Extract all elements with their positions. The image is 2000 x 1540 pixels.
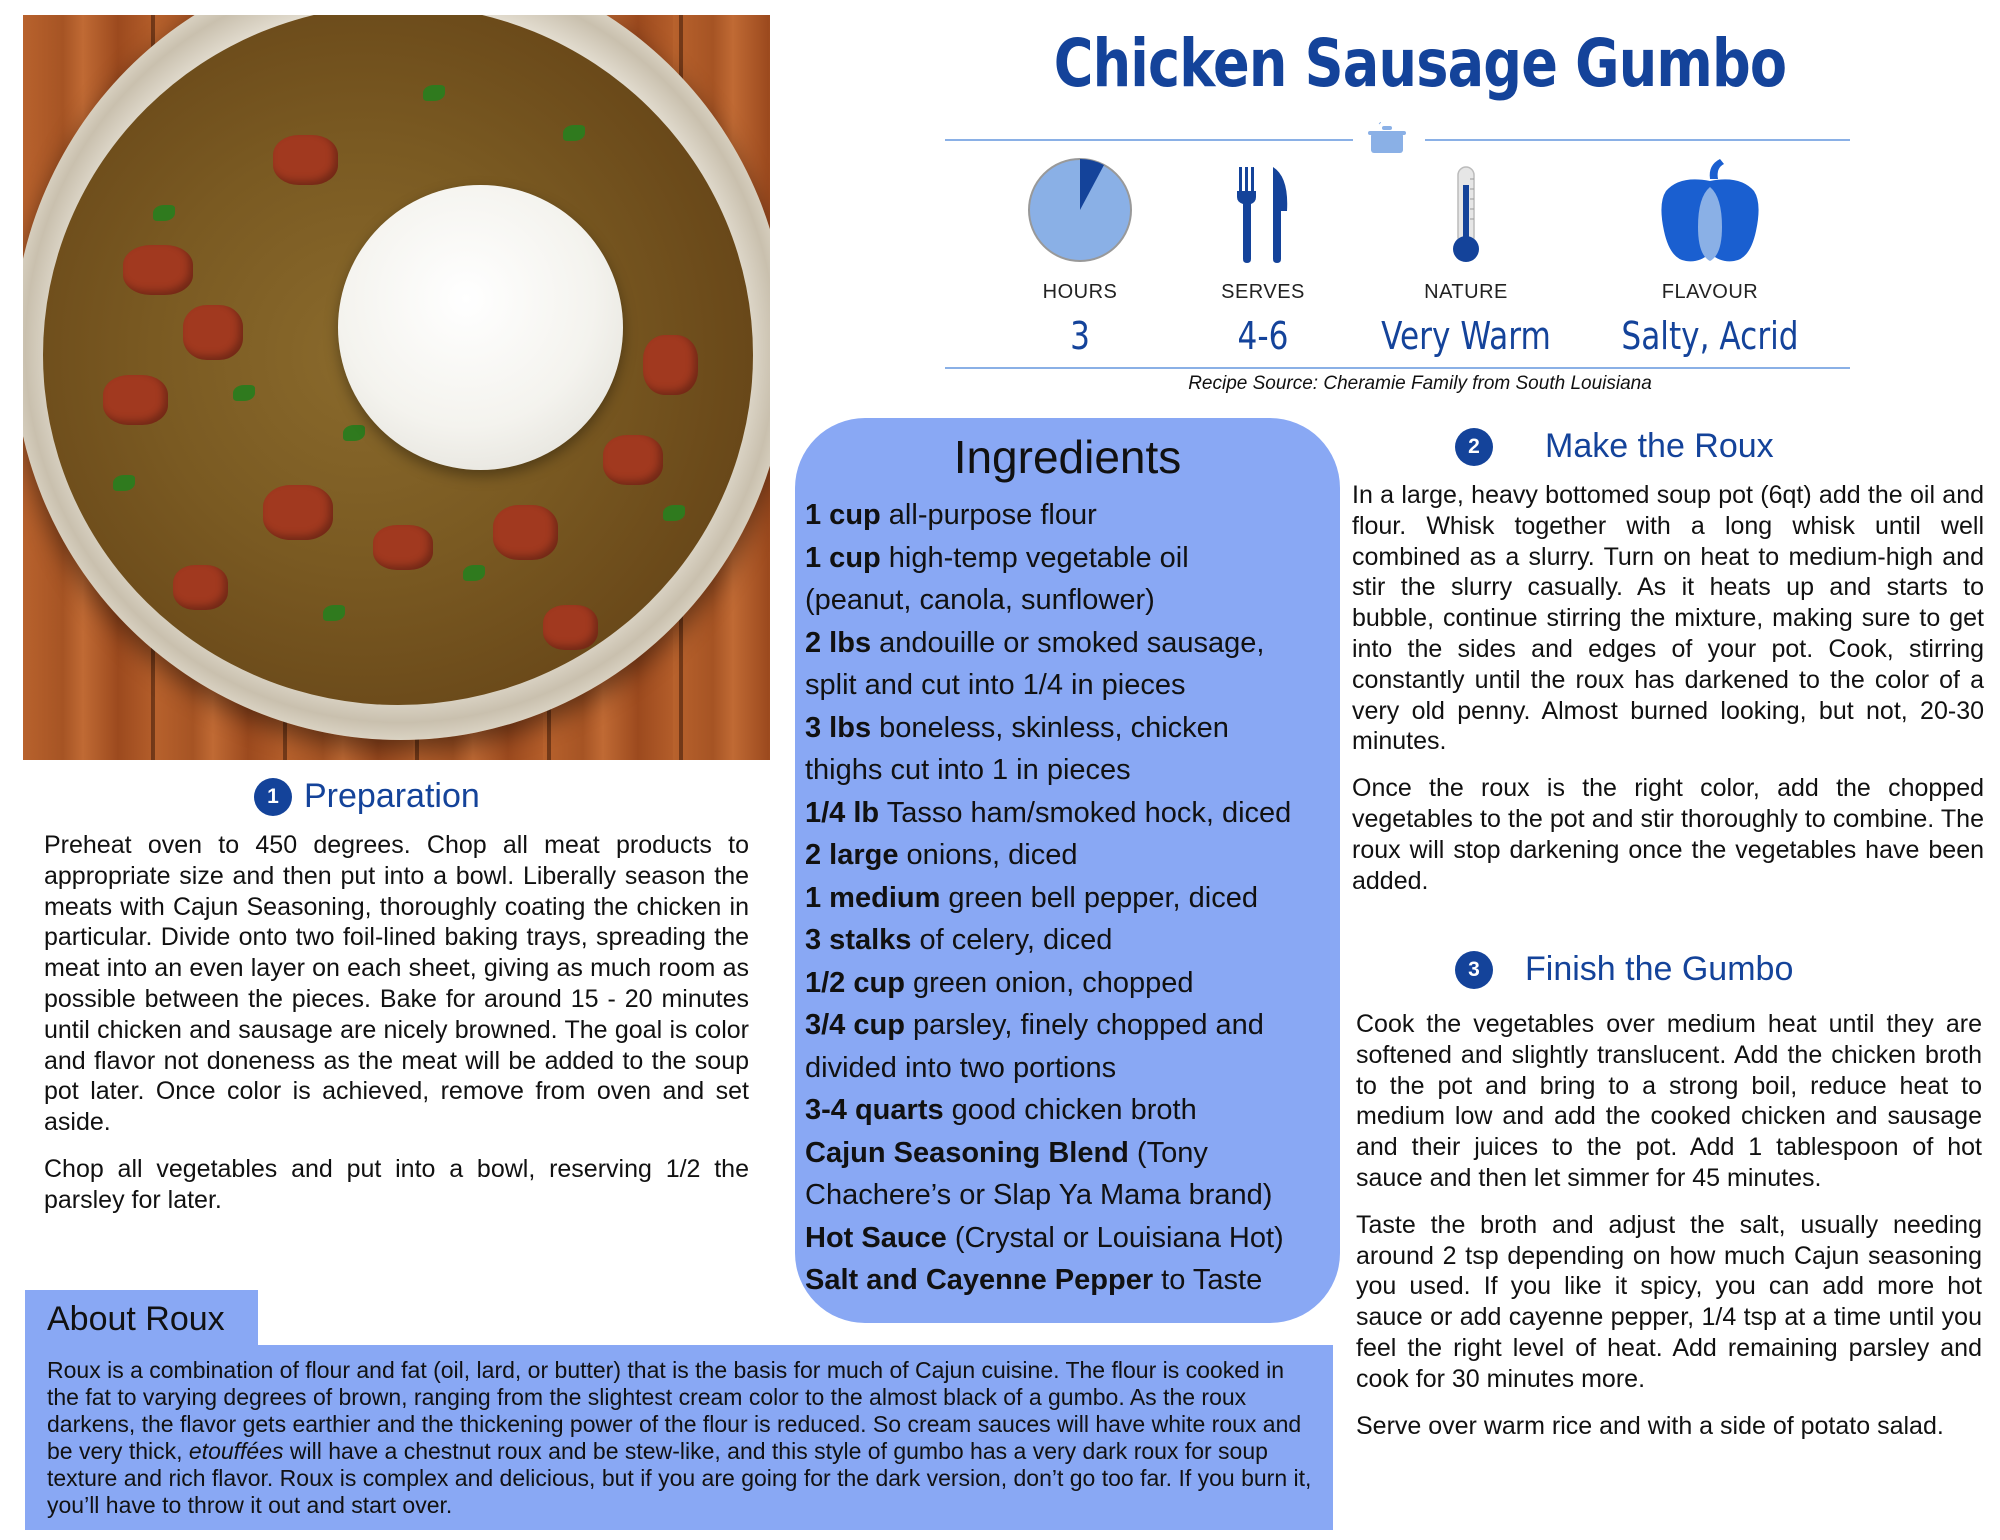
paragraph: Serve over warm rice and with a side of potato salad. [1356,1411,1944,1440]
sausage-chunk [373,525,433,570]
sausage-chunk [123,245,193,295]
header-divider-right [1425,139,1850,141]
ingredients-list [805,494,1330,1302]
stat-label: FLAVOUR [1661,281,1759,303]
finish-header [1455,950,1793,989]
ingredient-line [805,919,1330,962]
paragraph: Preheat oven to 450 degrees. Chop all meat products to appropriate size and then put into a bowl. Liberally season the meats with Cajun Seasoning, thoroughly coating the chicken in particular. Divide onto two foil-lined baking trays, spreading the meat into an even layer on each sheet, giving as much room as possible between the pieces. Bake for around 15 - 20 minutes until chicken and sausage are nicely browned. The goal is color and flavor not doneness as the meat will be added to the soup pot later. Once color is achieved, remove from oven and set aside. [44,831,749,1137]
preparation-header [254,777,480,816]
paragraph: In a large, heavy bottomed soup pot (6qt) add the oil and flour. Whisk together with a long whisk until well combined as a slurry. Turn on heat to medium-high and stir the slurry casually. As it heats up and starts to bubble, continue stirring the mixture, making sure to get into the sides and edges of your pot. Cook, stirring constantly until the roux has darkened to the color of a very old penny. Almost burned looking, but not, 20-30 minutes. [1352,481,1984,756]
about-roux-title: About Roux [25,1290,258,1346]
ingredient-text: split and cut into 1/4 in pieces [805,669,1186,701]
stat-flavour [1600,150,1820,358]
sausage-chunk [273,135,338,185]
step-number-badge: 3 [1455,951,1493,989]
ingredient-line [805,1047,1330,1090]
ingredient-line [805,877,1330,920]
ingredient-line [805,834,1330,877]
ingredient-quantity: 3-4 quarts [805,1094,944,1126]
ingredient-text: Chachere’s or Slap Ya Mama brand) [805,1179,1273,1211]
stat-label: SERVES [1221,281,1305,303]
bell-pepper-icon [1660,157,1760,265]
section-title: Preparation [304,777,480,815]
ingredient-line [805,579,1330,622]
stat-value: 3 [1070,314,1090,358]
ingredient-line [805,664,1330,707]
parsley [153,205,175,221]
ingredient-text: green bell pepper, diced [940,881,1259,914]
parsley [233,385,255,401]
stat-value: Salty, Acrid [1621,314,1799,358]
parsley [343,425,365,441]
parsley [563,125,585,141]
parsley [463,565,485,581]
ingredient-line [805,1089,1330,1132]
parsley [323,605,345,621]
ingredient-quantity: 1 cup [805,541,881,574]
stat-nature [1356,150,1576,358]
ingredient-quantity: 2 lbs [805,626,872,659]
roux-text [1352,480,1984,912]
ingredients-title: Ingredients [953,431,1182,483]
recipe-title: Chicken Sausage Gumbo [1053,25,1787,102]
ingredient-text: onions, diced [898,839,1078,871]
ingredient-line [805,962,1330,1005]
sausage-chunk [263,485,333,540]
sausage-chunk [183,305,243,360]
fork-knife-icon [1233,165,1293,265]
ingredient-text: divided into two portions [805,1051,1117,1084]
ingredient-text: andouille or smoked sausage, [871,626,1265,659]
ingredient-text: Tasso ham/smoked hock, diced [879,796,1292,829]
ingredient-quantity: Salt and Cayenne Pepper [805,1264,1154,1296]
sausage-chunk [103,375,168,425]
ingredient-line [805,792,1330,835]
thermometer-icon [1446,165,1486,265]
ingredient-text: of celery, diced [911,924,1113,956]
ingredients-panel [795,418,1340,1323]
ingredient-line [805,1217,1330,1260]
ingredient-line [805,707,1330,750]
stat-label: NATURE [1424,281,1508,303]
gumbo-photo [23,15,770,760]
ingredient-line [805,1259,1330,1302]
ingredient-text: to Taste [1153,1264,1263,1296]
ingredient-quantity: 3 stalks [805,924,912,956]
ingredient-quantity: 1 medium [805,881,941,914]
ingredient-line [805,749,1330,792]
ingredient-quantity: 2 large [805,839,899,871]
paragraph: Cook the vegetables over medium heat until they are softened and slightly translucent. Add the chicken broth to the pot and bring to a strong boil, reduce heat to medium low and add the cooked chicken and sausage and their juices to the pot. Add 1 tablespoon of hot sauce and then let simmer for 45 minutes. [1356,1010,1982,1192]
header-divider-left [945,139,1353,141]
about-text: Roux is a combination of flour and fat (oil, lard, or butter) that is the basis for much of Cajun cuisine. The flour is cooked in the fat to varying degrees of brown, ranging from the slightest cream color to the almost black of a gumbo. As the roux darkens, the flavor gets earthier and the thickening power of the flour is reduced. So cream sauces will have white roux and be very thick, [47,1357,1302,1464]
ingredient-quantity: 1/4 lb [805,796,880,829]
parsley [113,475,135,491]
ingredient-line [805,537,1330,580]
ingredient-line [805,1174,1330,1217]
ingredient-quantity: 1/2 cup [805,966,905,999]
stat-value: 4-6 [1237,314,1289,358]
clock-pie-icon [1025,155,1135,265]
sausage-chunk [173,565,228,610]
section-title: Make the Roux [1545,427,1774,465]
section-title: Finish the Gumbo [1525,950,1794,988]
ingredient-quantity: Hot Sauce [805,1221,947,1254]
recipe-source: Recipe Source: Cheramie Family from South Louisiana [1188,373,1652,394]
sausage-chunk [603,435,663,485]
parsley [663,505,685,521]
sausage-chunk [493,505,558,560]
ingredient-line [805,1004,1330,1047]
about-roux-box [25,1345,1333,1530]
ingredient-text: all-purpose flour [880,499,1097,531]
stat-serves [1153,150,1373,358]
ingredient-line [805,1132,1330,1175]
parsley [423,85,445,101]
paragraph: Once the roux is the right color, add the chopped vegetables to the pot and stir thoroughly to combine. The roux will stop darkening once the vegetables have been added. [1352,774,1984,895]
paragraph: Taste the broth and adjust the salt, usually needing around 2 tsp depending on how much Cajun seasoning you used. If you like it spicy, you can add more hot sauce or add cayenne pepper, 1/4 tsp at a time until you feel the right level of heat. Add remaining parsley and cook for 30 minutes more. [1356,1210,1982,1393]
stat-value: Very Warm [1381,314,1551,358]
step-number-badge: 1 [254,778,292,816]
ingredient-line [805,494,1330,537]
roux-header [1455,427,1774,466]
ingredient-quantity: 1 cup [805,499,881,531]
ingredient-quantity: 3/4 cup [805,1009,905,1041]
ingredient-text: good chicken broth [943,1094,1197,1126]
ingredient-text: thighs cut into 1 in pieces [805,754,1131,786]
rice-mound [338,185,623,470]
stats-divider [945,367,1850,369]
about-text-italic: etouffées [188,1438,284,1464]
ingredient-line [805,622,1330,665]
ingredient-text: high-temp vegetable oil [880,541,1189,574]
ingredient-text: boneless, skinless, chicken [871,711,1229,744]
ingredient-quantity: 3 lbs [805,711,872,744]
ingredient-quantity: Cajun Seasoning Blend [805,1136,1129,1169]
sausage-chunk [643,335,698,395]
paragraph: Chop all vegetables and put into a bowl, reserving 1/2 the parsley for later. [44,1154,749,1214]
ingredient-text: parsley, finely chopped and [904,1009,1264,1041]
ingredient-text: green onion, chopped [904,966,1194,999]
stat-label: HOURS [1042,281,1118,303]
sausage-chunk [543,605,598,650]
ingredient-text: (Crystal or Louisiana Hot) [946,1221,1284,1254]
ingredient-text: (peanut, canola, sunflower) [805,584,1155,616]
about-text: will have a chestnut roux and be stew-like, and this style of gumbo has a very dark roux for soup texture and rich flavor. Roux is complex and delicious, but if you are going for the dark version, don’t go too far. If you burn it, you’ll have to throw it out and start over. [47,1438,1312,1518]
preparation-text [44,830,749,1232]
ingredient-text: (Tony [1128,1136,1208,1169]
step-number-badge: 2 [1455,428,1493,466]
finish-text [1356,1009,1982,1457]
